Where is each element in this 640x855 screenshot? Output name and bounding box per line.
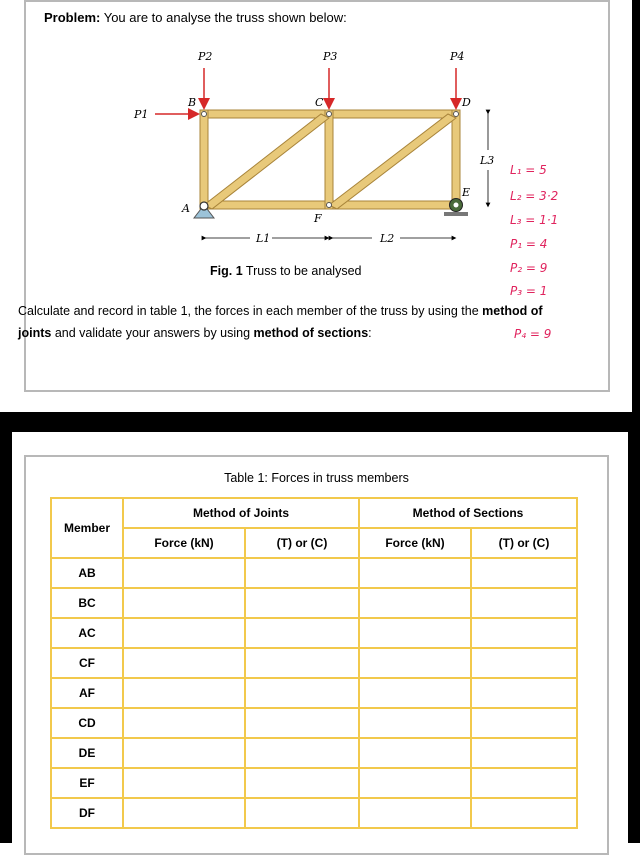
label-A: A xyxy=(182,202,190,215)
label-E: E xyxy=(462,186,471,199)
handwritten-L2: L₂ = 3·2 xyxy=(510,189,559,203)
pin-E xyxy=(454,203,459,208)
label-F: F xyxy=(314,212,322,225)
joints-force-cell[interactable] xyxy=(123,678,245,708)
member-AB xyxy=(200,110,208,209)
joints-force-cell[interactable] xyxy=(123,618,245,648)
joints-tc-cell[interactable] xyxy=(245,648,359,678)
member-name-cell: AC xyxy=(51,618,123,648)
member-name-cell: BC xyxy=(51,588,123,618)
problem-statement: Problem: You are to analyse the truss shown below: xyxy=(44,10,347,25)
joints-force-cell[interactable] xyxy=(123,738,245,768)
table-row xyxy=(51,648,577,678)
label-B: B xyxy=(188,96,197,109)
pin-B xyxy=(202,112,207,117)
left-gap-black xyxy=(0,432,12,843)
member-name-cell: CD xyxy=(51,708,123,738)
pin-D xyxy=(454,112,459,117)
handwritten-L1: L₁ = 5 xyxy=(510,163,547,177)
handwritten-P1: P₁ = 4 xyxy=(510,237,548,251)
member-AC xyxy=(204,114,329,209)
label-P1: P1 xyxy=(134,108,149,121)
member-header: Member xyxy=(51,498,123,558)
sections-tc-cell[interactable] xyxy=(471,678,577,708)
screenshot-divider xyxy=(0,412,640,432)
table-row xyxy=(51,738,577,768)
table-body xyxy=(51,558,577,828)
table-row xyxy=(51,558,577,588)
sections-force-cell[interactable] xyxy=(359,708,471,738)
support-E-base xyxy=(444,212,468,216)
table-row xyxy=(51,618,577,648)
joints-force-cell[interactable] xyxy=(123,708,245,738)
joints-force-cell[interactable] xyxy=(123,648,245,678)
sections-tc-cell[interactable] xyxy=(471,708,577,738)
label-P3: P3 xyxy=(323,50,338,63)
sections-tc-cell[interactable] xyxy=(471,738,577,768)
sections-tc-cell[interactable] xyxy=(471,798,577,828)
sections-force-cell[interactable] xyxy=(359,738,471,768)
sections-tc-cell[interactable] xyxy=(471,558,577,588)
member-DF xyxy=(329,114,456,209)
sections-tc-cell[interactable] xyxy=(471,648,577,678)
sections-force-cell[interactable] xyxy=(359,648,471,678)
right-gap-black xyxy=(628,432,640,843)
sections-tc-cell[interactable] xyxy=(471,768,577,798)
member-name-cell: AF xyxy=(51,678,123,708)
sections-tc-cell[interactable] xyxy=(471,618,577,648)
pin-F xyxy=(327,203,332,208)
member-name-cell: DF xyxy=(51,798,123,828)
sections-force-cell[interactable] xyxy=(359,588,471,618)
joints-tc-cell[interactable] xyxy=(245,618,359,648)
label-P2: P2 xyxy=(198,50,213,63)
table-row xyxy=(51,588,577,618)
sections-force-cell[interactable] xyxy=(359,798,471,828)
joints-tc-cell[interactable] xyxy=(245,738,359,768)
table-row xyxy=(51,798,577,828)
sections-force-cell[interactable] xyxy=(359,618,471,648)
joints-force-header: Force (kN) xyxy=(123,528,245,558)
table-title: Table 1: Forces in truss members xyxy=(224,471,409,485)
sections-force-cell[interactable] xyxy=(359,768,471,798)
sections-tc-cell[interactable] xyxy=(471,588,577,618)
joints-force-cell[interactable] xyxy=(123,588,245,618)
table-row xyxy=(51,768,577,798)
handwritten-P4: P₄ = 9 xyxy=(514,327,552,341)
sections-force-cell[interactable] xyxy=(359,678,471,708)
member-name-cell: AB xyxy=(51,558,123,588)
joints-tc-header: (T) or (C) xyxy=(245,528,359,558)
table-row xyxy=(51,708,577,738)
sections-tc-header: (T) or (C) xyxy=(471,528,577,558)
label-L1: L1 xyxy=(256,232,271,245)
label-C: C xyxy=(315,96,324,109)
handwritten-P3: P₃ = 1 xyxy=(510,284,548,298)
joints-force-cell[interactable] xyxy=(123,558,245,588)
joints-tc-cell[interactable] xyxy=(245,588,359,618)
sections-force-cell[interactable] xyxy=(359,558,471,588)
pin-A xyxy=(200,202,208,210)
table-row xyxy=(51,678,577,708)
label-L2: L2 xyxy=(380,232,395,245)
member-name-cell: EF xyxy=(51,768,123,798)
joints-tc-cell[interactable] xyxy=(245,768,359,798)
handwritten-P2: P₂ = 9 xyxy=(510,261,548,275)
method-of-joints-header: Method of Joints xyxy=(123,498,359,528)
figure-caption: Fig. 1 Truss to be analysed xyxy=(210,264,362,278)
label-D: D xyxy=(462,96,471,109)
method-of-sections-header: Method of Sections xyxy=(359,498,577,528)
joints-tc-cell[interactable] xyxy=(245,678,359,708)
sections-force-header: Force (kN) xyxy=(359,528,471,558)
joints-force-cell[interactable] xyxy=(123,798,245,828)
label-P4: P4 xyxy=(450,50,465,63)
member-name-cell: DE xyxy=(51,738,123,768)
joints-tc-cell[interactable] xyxy=(245,558,359,588)
table-card xyxy=(24,455,609,855)
handwritten-L3: L₃ = 1·1 xyxy=(510,213,559,227)
member-DE xyxy=(452,110,460,209)
member-CF xyxy=(325,110,333,209)
truss-figure xyxy=(0,0,640,300)
label-L3: L3 xyxy=(480,154,495,167)
joints-tc-cell[interactable] xyxy=(245,708,359,738)
joints-tc-cell[interactable] xyxy=(245,798,359,828)
pin-C xyxy=(327,112,332,117)
joints-force-cell[interactable] xyxy=(123,768,245,798)
member-name-cell: CF xyxy=(51,648,123,678)
forces-table xyxy=(50,497,578,829)
instruction-text: Calculate and record in table 1, the forces in each member of the truss by using the method of joints and validate your answers by using method of sections: xyxy=(18,304,543,340)
